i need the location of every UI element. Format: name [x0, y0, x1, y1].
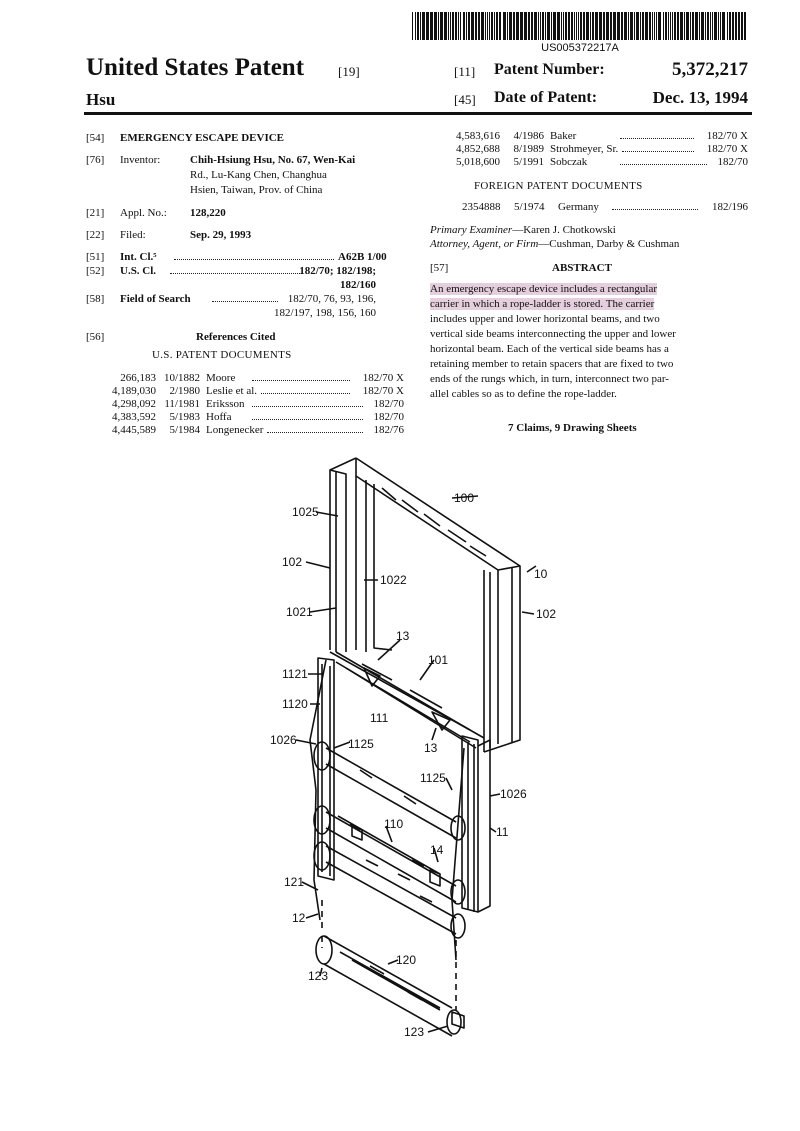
- ref-date: 10/1882: [163, 372, 200, 384]
- fig-label-121: 121: [284, 875, 305, 889]
- fig-label-1022: 1022: [380, 573, 407, 587]
- primary-examiner: Primary Examiner—Karen J. Chotkowski: [430, 224, 616, 236]
- ref-class: 182/76: [373, 424, 404, 436]
- inventor-line-2: Rd., Lu-Kang Chen, Changhua: [190, 169, 327, 181]
- abstract-heading: ABSTRACT: [552, 262, 612, 274]
- fig-label-1021: 1021: [286, 605, 313, 619]
- uscl-value: 182/70; 182/198;: [299, 265, 376, 277]
- fig-label-1125-left: 1125: [348, 737, 374, 751]
- ref-name: Eriksson: [206, 398, 245, 410]
- date-value: Dec. 13, 1994: [652, 88, 748, 107]
- ref-name: Sobczak: [550, 156, 588, 168]
- uscl-code: [52]: [86, 265, 105, 277]
- ref-date: 5/1984: [169, 424, 200, 436]
- intcl-code: [51]: [86, 251, 105, 263]
- title-code: [19]: [338, 64, 360, 79]
- fig-label-1026-left: 1026: [270, 733, 297, 747]
- fig-label-102-right: 102: [536, 607, 557, 621]
- abstract-code: [57]: [430, 262, 449, 274]
- field-code: [58]: [86, 293, 105, 305]
- fig-label-102-left: 102: [282, 555, 303, 569]
- patent-office-title: United States Patent: [86, 54, 305, 81]
- attorney: Attorney, Agent, or Firm—Cushman, Darby & Cushman: [430, 238, 680, 250]
- ref-date: 5/1983: [169, 411, 200, 423]
- foreign-number: 2354888: [462, 201, 501, 213]
- patent-number-label: Patent Number:: [494, 61, 605, 78]
- filed-label: Filed:: [120, 229, 146, 241]
- fig-label-1026-right: 1026: [500, 787, 527, 801]
- fig-label-13-bottom: 13: [424, 741, 438, 755]
- ref-date: 4/1986: [513, 130, 544, 142]
- ref-number: 4,383,592: [112, 411, 156, 423]
- ref-class: 182/70: [373, 398, 404, 410]
- fig-label-11: 11: [496, 825, 509, 839]
- field-label: Field of Search: [120, 293, 191, 305]
- ref-date: 11/1981: [164, 398, 200, 410]
- fig-label-111: 111: [370, 711, 389, 725]
- fig-label-13-top: 13: [396, 629, 410, 643]
- ref-name: Moore: [206, 372, 236, 384]
- inventor-line-3: Hsien, Taiwan, Prov. of China: [190, 184, 323, 196]
- ref-class: 182/70 X: [362, 372, 404, 384]
- fig-label-1121: 1121: [282, 667, 308, 681]
- field-value: 182/70, 76, 93, 196,: [287, 293, 376, 305]
- inventor-label: Inventor:: [120, 154, 161, 166]
- us-docs-heading: U.S. PATENT DOCUMENTS: [152, 349, 292, 361]
- ref-class: 182/70 X: [706, 130, 748, 142]
- intcl-label: Int. Cl.⁵: [120, 251, 157, 263]
- fig-label-123-right: 123: [404, 1025, 425, 1039]
- fig-label-120: 120: [396, 953, 417, 967]
- abstract-line-5: horizontal beam. Each of the vertical side beams has a: [430, 343, 669, 355]
- foreign-date: 5/1974: [514, 201, 545, 213]
- uscl-value-2: 182/160: [339, 279, 376, 291]
- ref-name: Baker: [550, 130, 577, 142]
- ref-class: 182/70 X: [362, 385, 404, 397]
- fig-label-12: 12: [292, 911, 306, 925]
- fig-label-100: 100: [454, 491, 475, 505]
- ref-number: 266,183: [120, 372, 156, 384]
- abstract-line-7: ends of the rungs which, in turn, interconnect two par-: [430, 373, 669, 385]
- fig-label-101: 101: [428, 653, 449, 667]
- ref-date: 8/1989: [513, 143, 544, 155]
- fig-label-1025: 1025: [292, 505, 319, 519]
- appl-label: Appl. No.:: [120, 207, 167, 219]
- intcl-value: A62B 1/00: [338, 251, 387, 263]
- field-value-2: 182/197, 198, 156, 160: [273, 307, 376, 319]
- inventor-line-1: Chih-Hsiung Hsu, No. 67, Wen-Kai: [190, 154, 356, 166]
- ref-number: 4,445,589: [112, 424, 156, 436]
- ref-name: Leslie et al.: [206, 385, 258, 397]
- ref-class: 182/70: [717, 156, 748, 168]
- appl-code: [21]: [86, 207, 105, 219]
- invention-title: EMERGENCY ESCAPE DEVICE: [120, 132, 285, 144]
- ref-number: 4,298,092: [112, 398, 156, 410]
- abstract-line-8: allel cables so as to define the rope-ladder.: [430, 388, 617, 400]
- fig-label-123-left: 123: [308, 969, 329, 983]
- abstract-line-3: includes upper and lower horizontal beams, and two: [430, 313, 660, 325]
- ref-number: 4,189,030: [112, 385, 156, 397]
- ref-name: Strohmeyer, Sr.: [550, 143, 619, 155]
- fig-label-10: 10: [534, 567, 548, 581]
- abstract-line-2: carrier in which a rope-ladder is stored. The carrier: [430, 298, 655, 310]
- ref-date: 2/1980: [169, 385, 200, 397]
- refs-heading: References Cited: [196, 331, 276, 343]
- ref-date: 5/1991: [513, 156, 544, 168]
- filed-value: Sep. 29, 1993: [190, 229, 252, 241]
- foreign-country: Germany: [558, 201, 599, 213]
- appl-value: 128,220: [190, 207, 226, 219]
- ref-class: 182/70: [373, 411, 404, 423]
- inventor-short: Hsu: [86, 90, 116, 109]
- ref-number: 4,852,688: [456, 143, 500, 155]
- fig-label-14: 14: [430, 843, 444, 857]
- ref-number: 4,583,616: [456, 130, 500, 142]
- date-label: Date of Patent:: [494, 89, 598, 106]
- inventor-code: [76]: [86, 154, 105, 166]
- claims-drawing-sheets: 7 Claims, 9 Drawing Sheets: [508, 422, 637, 434]
- fig-label-1125-right: 1125: [420, 771, 446, 785]
- abstract-line-4: vertical side beams interconnecting the upper and lower: [430, 328, 676, 340]
- patent-number-value: 5,372,217: [672, 59, 748, 80]
- title-code-54: [54]: [86, 132, 105, 144]
- date-code: [45]: [454, 92, 476, 107]
- ref-class: 182/70 X: [706, 143, 748, 155]
- fig-label-110: 110: [384, 817, 404, 831]
- refs-code: [56]: [86, 331, 105, 343]
- ref-name: Hoffa: [206, 411, 232, 423]
- patent-number-code: [11]: [454, 64, 476, 79]
- ref-name: Longenecker: [206, 424, 264, 436]
- foreign-class: 182/196: [711, 201, 748, 213]
- ref-number: 5,018,600: [456, 156, 500, 168]
- uscl-label: U.S. Cl.: [120, 265, 157, 277]
- abstract-line-1: An emergency escape device includes a rectangular: [430, 283, 658, 295]
- abstract-line-6: retaining member to retain spacers that are fixed to two: [430, 358, 674, 370]
- filed-code: [22]: [86, 229, 105, 241]
- barcode-number: US005372217A: [541, 42, 619, 54]
- fig-label-1120: 1120: [282, 697, 308, 711]
- foreign-heading: FOREIGN PATENT DOCUMENTS: [474, 180, 643, 192]
